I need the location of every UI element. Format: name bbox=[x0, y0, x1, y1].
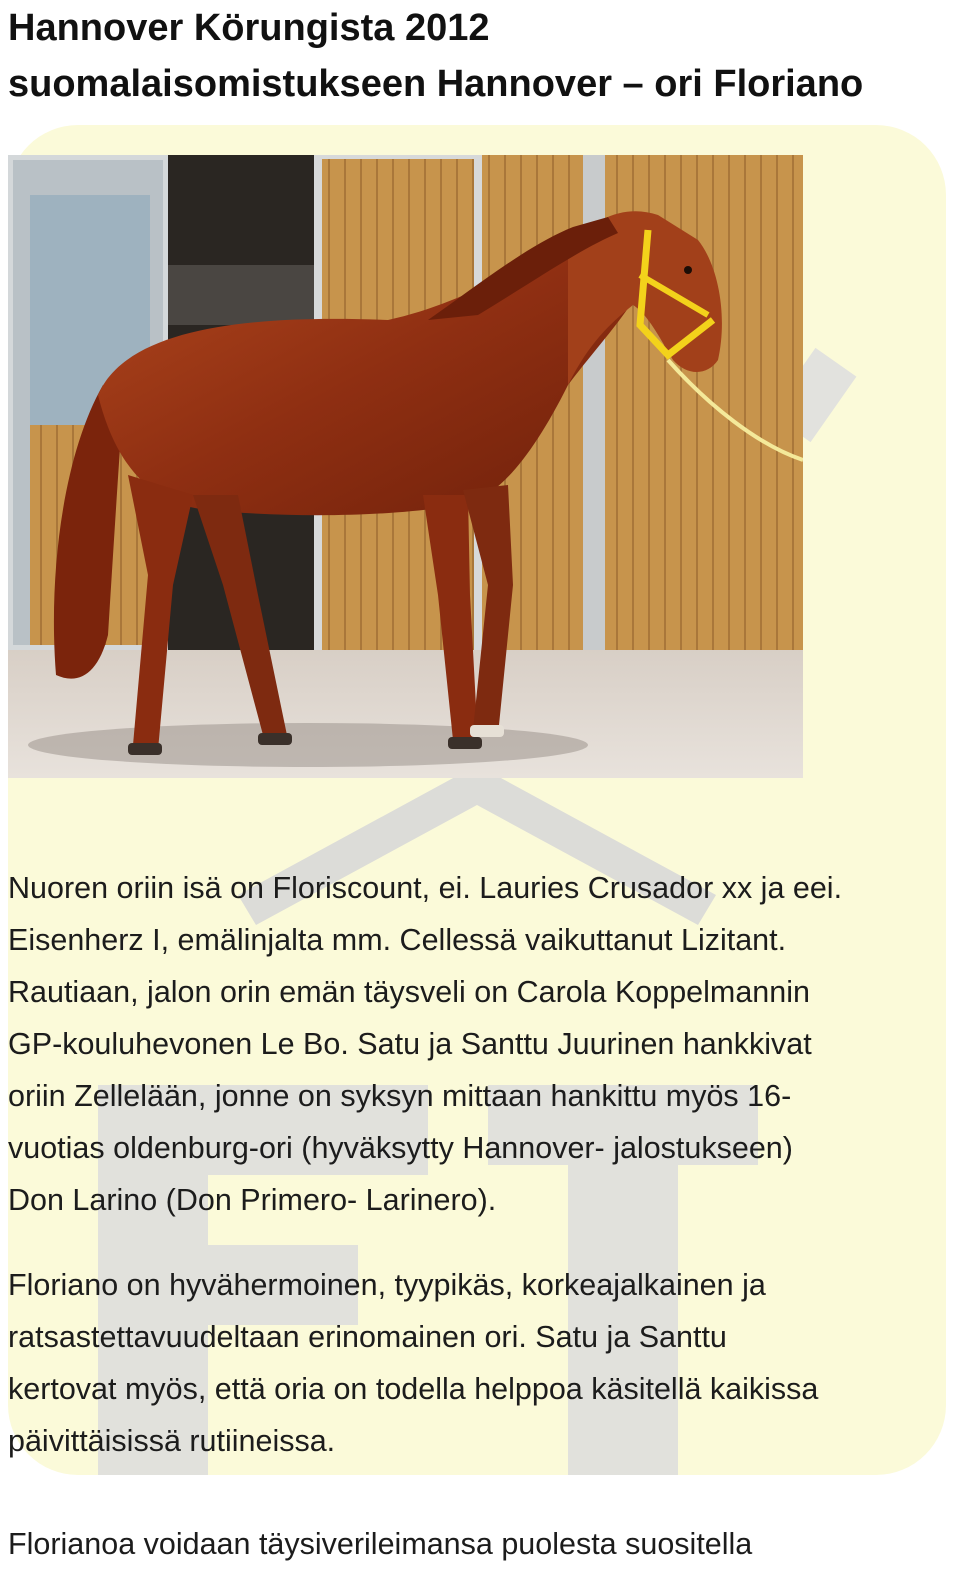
horse-photo-graphic bbox=[8, 155, 803, 778]
paragraph-line: oriin Zellelään, jonne on syksyn mittaan hankittu myös 16- bbox=[8, 1079, 792, 1113]
paragraph-recommendation bbox=[8, 1518, 752, 1570]
title-line-2: suomalaisomistukseen Hannover – ori Floriano bbox=[8, 63, 864, 105]
paragraph-line: Florianoa voidaan täysiverileimansa puolesta suositella bbox=[8, 1527, 753, 1561]
paragraph-line: GP-kouluhevonen Le Bo. Satu ja Santtu Juurinen hankkivat bbox=[8, 1027, 812, 1061]
paragraph-line: Floriano on hyvähermoinen, tyypikäs, korkeajalkainen ja bbox=[8, 1268, 766, 1302]
title-line-1: Hannover Körungista 2012 bbox=[8, 7, 490, 49]
horse-photo bbox=[8, 155, 803, 778]
paragraph-temperament bbox=[8, 1259, 818, 1467]
paragraph-line: vuotias oldenburg-ori (hyväksytty Hannover- jalostukseen) bbox=[8, 1131, 793, 1165]
paragraph-line: ratsastettavuudeltaan erinomainen ori. Satu ja Santtu bbox=[8, 1320, 727, 1354]
paragraph-line: Nuoren oriin isä on Floriscount, ei. Lauries Crusador xx ja eei. bbox=[8, 871, 843, 905]
paragraph-line: kertovat myös, että oria on todella helppoa käsitellä kaikissa bbox=[8, 1372, 819, 1406]
paragraph-pedigree bbox=[8, 862, 842, 1226]
paragraph-line: päivittäisissä rutiineissa. bbox=[8, 1424, 336, 1458]
paragraph-line: Eisenherz I, emälinjalta mm. Cellessä vaikuttanut Lizitant. bbox=[8, 923, 787, 957]
paragraph-line: Don Larino (Don Primero- Larinero). bbox=[8, 1183, 497, 1217]
page-title bbox=[8, 0, 863, 112]
paragraph-line: Rautiaan, jalon orin emän täysveli on Carola Koppelmannin bbox=[8, 975, 810, 1009]
